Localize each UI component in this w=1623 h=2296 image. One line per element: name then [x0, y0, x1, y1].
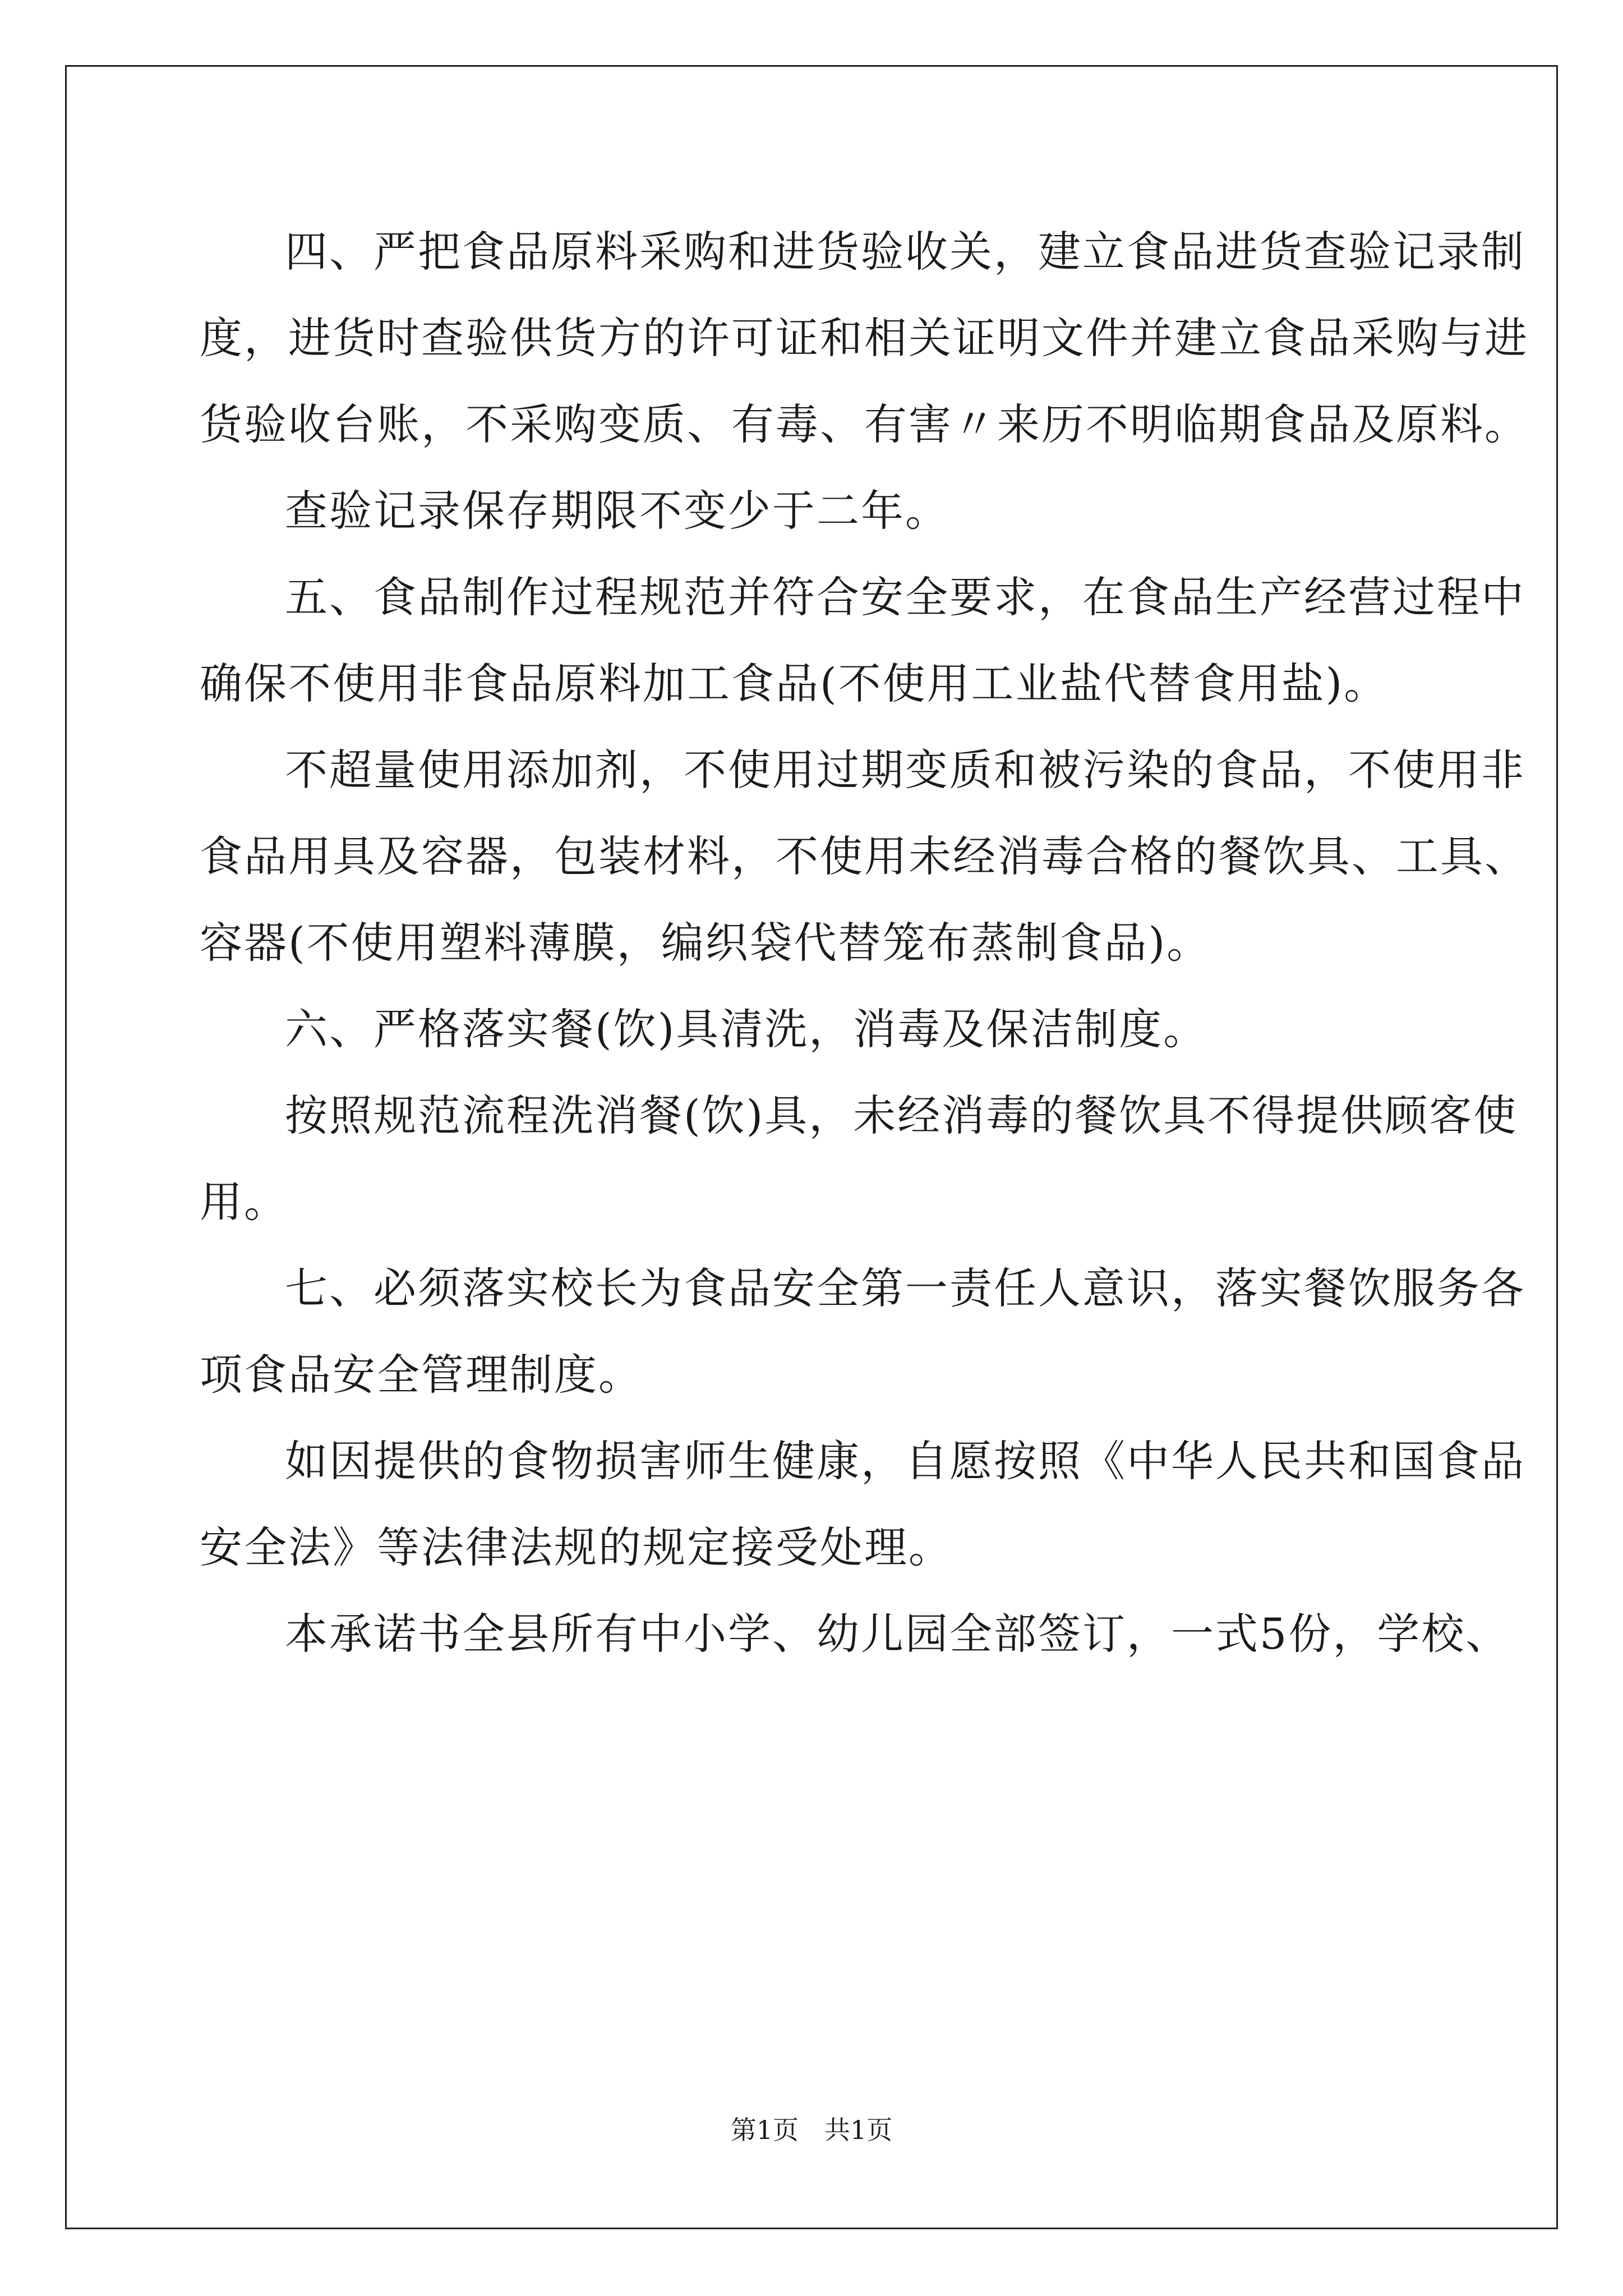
- text-line: 不超量使用添加剂，不使用过期变质和被污染的食品，不使用非: [285, 745, 1525, 795]
- text-line: 食品用具及容器，包装材料，不使用未经消毒合格的餐饮具、工具、: [200, 831, 1529, 881]
- text-line: 用。: [200, 1177, 288, 1227]
- text-line: 查验记录保存期限不变少于二年。: [285, 486, 949, 536]
- text-line: 货验收台账，不采购变质、有毒、有害〃来历不明临期食品及原料。: [200, 399, 1529, 449]
- text-line: 安全法》等法律法规的规定接受处理。: [200, 1522, 953, 1572]
- text-line: 容器(不使用塑料薄膜，编织袋代替笼布蒸制食品)。: [200, 918, 1211, 968]
- text-line: 四、严把食品原料采购和进货验收关，建立食品进货查验记录制: [285, 227, 1525, 277]
- text-line: 按照规范流程洗消餐(饮)具，未经消毒的餐饮具不得提供顾客使: [285, 1091, 1518, 1140]
- text-line: 如因提供的食物损害师生健康，自愿按照《中华人民共和国食品: [285, 1436, 1525, 1486]
- text-line: 确保不使用非食品原料加工食品(不使用工业盐代替食用盐)。: [200, 659, 1389, 708]
- text-line: 项食品安全管理制度。: [200, 1350, 643, 1400]
- text-line: 度，进货时查验供货方的许可证和相关证明文件并建立食品采购与进: [200, 313, 1529, 363]
- text-line: 五、食品制作过程规范并符合安全要求，在食品生产经营过程中: [285, 572, 1525, 622]
- document-body: [200, 209, 1529, 1677]
- text-line: 六、严格落实餐(饮)具清洗，消毒及保洁制度。: [285, 1004, 1208, 1054]
- page-footer: 第1页 共1页: [730, 2115, 893, 2145]
- text-line: 本承诺书全县所有中小学、幼儿园全部签订，一式5份，学校、: [285, 1609, 1510, 1659]
- text-line: 七、必须落实校长为食品安全第一责任人意识，落实餐饮服务各: [285, 1263, 1525, 1313]
